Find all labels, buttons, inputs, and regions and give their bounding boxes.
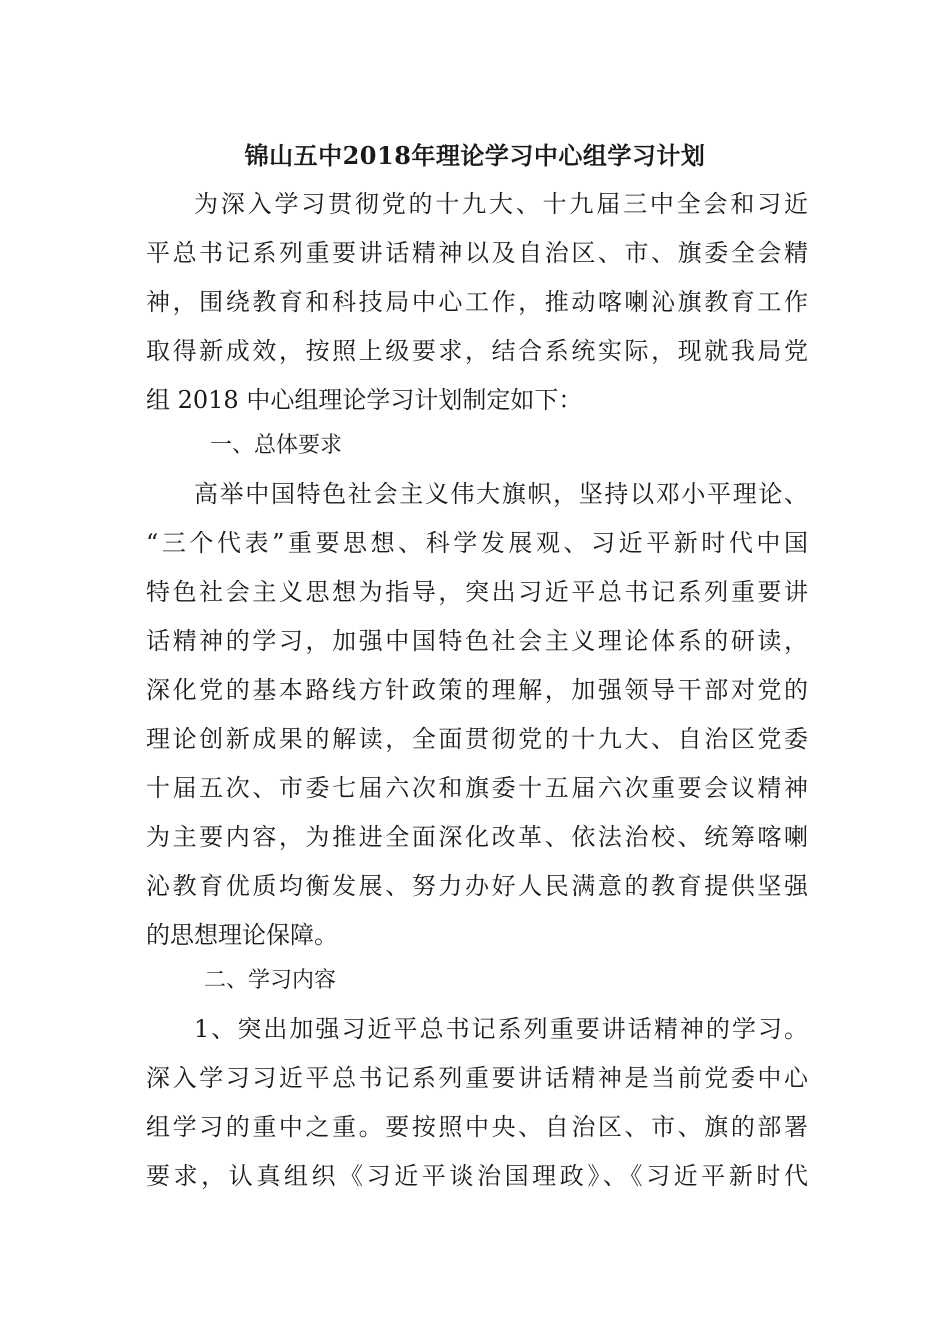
section1-line: 理论创新成果的解读，全面贯彻党的十九大、自治区党委 [146, 725, 808, 753]
section1-line: 十届五次、市委七届六次和旗委十五届六次重要会议精神 [146, 774, 808, 802]
section1-line: 的思想理论保障。 [146, 921, 338, 949]
intro-line: 神，围绕教育和科技局中心工作，推动喀喇沁旗教育工作 [146, 288, 808, 316]
section-heading-study-content: 二、学习内容 [204, 968, 337, 993]
section1-line: 特色社会主义思想为指导，突出习近平总书记系列重要讲 [146, 578, 808, 606]
section2-line: 深入学习习近平总书记系列重要讲话精神是当前党委中心 [146, 1064, 808, 1092]
section2-line: 1、突出加强习近平总书记系列重要讲话精神的学习。 [194, 1015, 808, 1043]
section1-line: 沁教育优质均衡发展、努力办好人民满意的教育提供坚强 [146, 872, 808, 900]
document-title: 锦山五中2018年理论学习中心组学习计划 [244, 141, 706, 170]
intro-line: 平总书记系列重要讲话精神以及自治区、市、旗委全会精 [146, 239, 808, 267]
section1-line: 深化党的基本路线方针政策的理解，加强领导干部对党的 [146, 676, 808, 704]
intro-line: 为深入学习贯彻党的十九大、十九届三中全会和习近 [194, 190, 808, 218]
section1-line: 高举中国特色社会主义伟大旗帜，坚持以邓小平理论、 [194, 480, 808, 508]
section1-line: “三个代表”重要思想、科学发展观、习近平新时代中国 [146, 529, 808, 557]
intro-line: 取得新成效，按照上级要求，结合系统实际，现就我局党 [146, 337, 808, 365]
section1-line: 为主要内容，为推进全面深化改革、依法治校、统筹喀喇 [146, 823, 808, 851]
intro-line: 组 2018 中心组理论学习计划制定如下： [146, 386, 583, 414]
section2-line: 组学习的重中之重。要按照中央、自治区、市、旗的部署 [146, 1113, 808, 1141]
section2-line: 要求，认真组织《习近平谈治国理政》、《习近平新时代 [146, 1162, 808, 1190]
section1-line: 话精神的学习，加强中国特色社会主义理论体系的研读， [146, 627, 808, 655]
section-heading-overall-requirements: 一、总体要求 [210, 433, 343, 458]
